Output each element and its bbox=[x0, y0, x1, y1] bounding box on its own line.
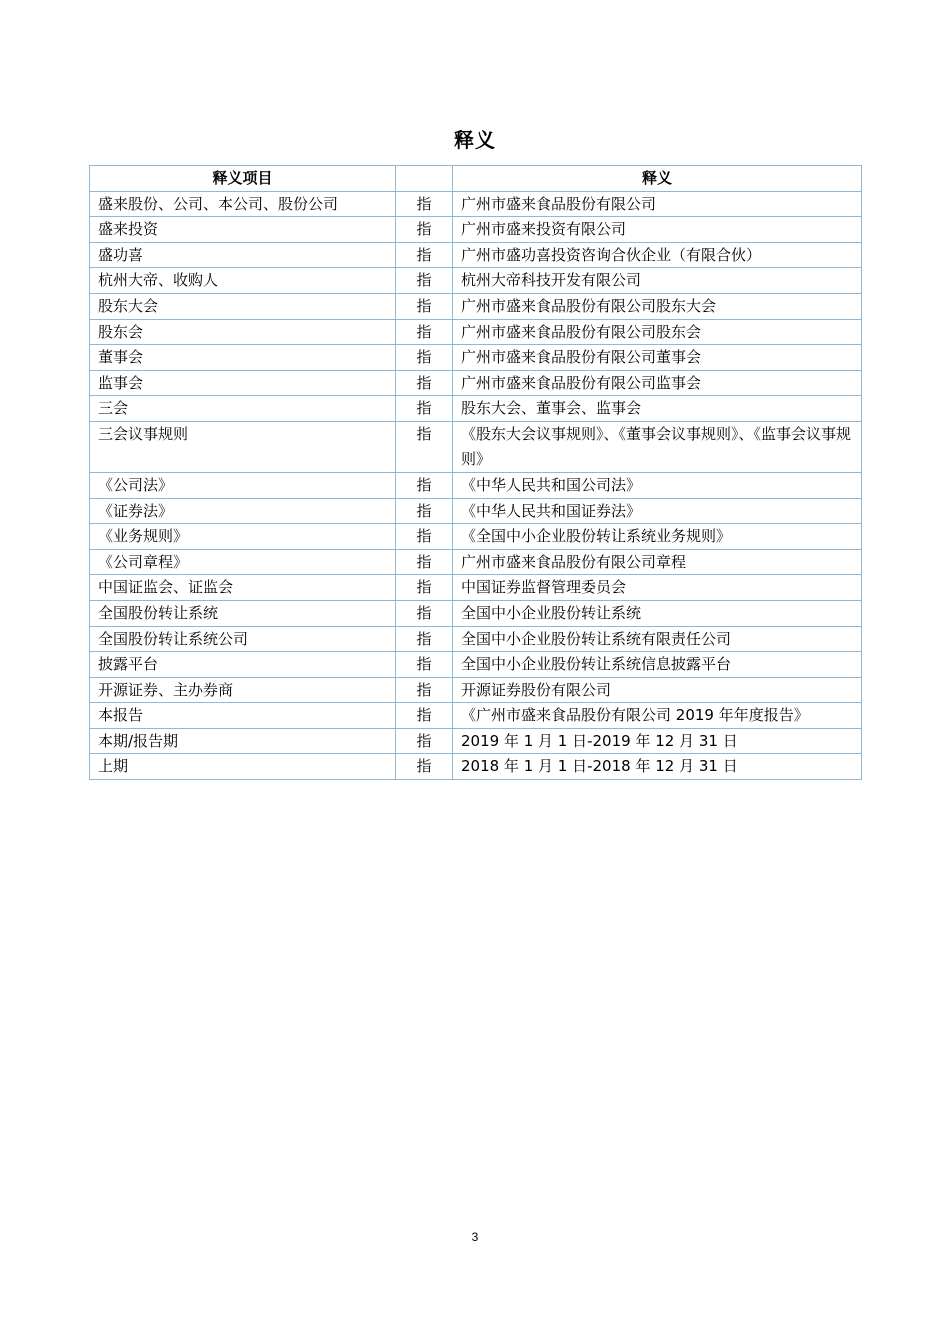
definition-cell: 中国证券监督管理委员会 bbox=[453, 575, 862, 601]
table-row bbox=[90, 421, 862, 472]
definition-cell: 《中华人民共和国公司法》 bbox=[453, 472, 862, 498]
definition-cell: 全国中小企业股份转让系统有限责任公司 bbox=[453, 626, 862, 652]
definition-cell: 广州市盛来投资有限公司 bbox=[453, 217, 862, 243]
definition-cell: 杭州大帝科技开发有限公司 bbox=[453, 268, 862, 294]
term-cell: 本期/报告期 bbox=[90, 728, 396, 754]
term-cell: 三会议事规则 bbox=[90, 421, 396, 472]
table-row bbox=[90, 600, 862, 626]
term-cell: 盛功喜 bbox=[90, 242, 396, 268]
definition-cell: 广州市盛来食品股份有限公司股东会 bbox=[453, 319, 862, 345]
header-pointer bbox=[396, 166, 453, 192]
term-cell: 上期 bbox=[90, 754, 396, 780]
pointer-cell: 指 bbox=[396, 345, 453, 371]
definition-cell: 广州市盛来食品股份有限公司监事会 bbox=[453, 370, 862, 396]
pointer-cell: 指 bbox=[396, 703, 453, 729]
pointer-cell: 指 bbox=[396, 268, 453, 294]
term-cell: 《业务规则》 bbox=[90, 524, 396, 550]
pointer-cell: 指 bbox=[396, 524, 453, 550]
pointer-cell: 指 bbox=[396, 652, 453, 678]
table-row bbox=[90, 626, 862, 652]
definition-cell: 广州市盛来食品股份有限公司 bbox=[453, 191, 862, 217]
pointer-cell: 指 bbox=[396, 575, 453, 601]
term-cell: 本报告 bbox=[90, 703, 396, 729]
table-row bbox=[90, 345, 862, 371]
table-row bbox=[90, 268, 862, 294]
definitions-table bbox=[89, 165, 862, 780]
table-row bbox=[90, 703, 862, 729]
term-cell: 《证券法》 bbox=[90, 498, 396, 524]
term-cell: 盛来投资 bbox=[90, 217, 396, 243]
term-cell: 股东会 bbox=[90, 319, 396, 345]
definition-cell: 全国中小企业股份转让系统信息披露平台 bbox=[453, 652, 862, 678]
term-cell: 《公司法》 bbox=[90, 472, 396, 498]
pointer-cell: 指 bbox=[396, 370, 453, 396]
page-title: 释义 bbox=[454, 128, 496, 152]
pointer-cell: 指 bbox=[396, 293, 453, 319]
table-row bbox=[90, 652, 862, 678]
pointer-cell: 指 bbox=[396, 728, 453, 754]
term-cell: 三会 bbox=[90, 396, 396, 422]
definition-cell: 《股东大会议事规则》、《董事会议事规则》、《监事会议事规则》 bbox=[453, 421, 862, 472]
table-row bbox=[90, 370, 862, 396]
definition-cell: 《全国中小企业股份转让系统业务规则》 bbox=[453, 524, 862, 550]
definition-cell: 广州市盛功喜投资咨询合伙企业（有限合伙） bbox=[453, 242, 862, 268]
table-row bbox=[90, 498, 862, 524]
pointer-cell: 指 bbox=[396, 396, 453, 422]
pointer-cell: 指 bbox=[396, 626, 453, 652]
term-cell: 全国股份转让系统 bbox=[90, 600, 396, 626]
pointer-cell: 指 bbox=[396, 217, 453, 243]
table-row bbox=[90, 319, 862, 345]
table-row bbox=[90, 677, 862, 703]
definition-cell: 《广州市盛来食品股份有限公司 2019 年年度报告》 bbox=[453, 703, 862, 729]
term-cell: 股东大会 bbox=[90, 293, 396, 319]
table-row bbox=[90, 575, 862, 601]
table-row bbox=[90, 293, 862, 319]
pointer-cell: 指 bbox=[396, 754, 453, 780]
table-row bbox=[90, 549, 862, 575]
definition-cell: 广州市盛来食品股份有限公司章程 bbox=[453, 549, 862, 575]
term-cell: 董事会 bbox=[90, 345, 396, 371]
pointer-cell: 指 bbox=[396, 472, 453, 498]
definition-cell: 《中华人民共和国证券法》 bbox=[453, 498, 862, 524]
table-row bbox=[90, 191, 862, 217]
header-term: 释义项目 bbox=[90, 166, 396, 192]
definition-cell: 广州市盛来食品股份有限公司董事会 bbox=[453, 345, 862, 371]
table-row bbox=[90, 472, 862, 498]
table-header-row bbox=[90, 166, 862, 192]
term-cell: 《公司章程》 bbox=[90, 549, 396, 575]
definition-cell: 2018 年 1 月 1 日-2018 年 12 月 31 日 bbox=[453, 754, 862, 780]
pointer-cell: 指 bbox=[396, 191, 453, 217]
term-cell: 开源证券、主办券商 bbox=[90, 677, 396, 703]
pointer-cell: 指 bbox=[396, 421, 453, 472]
definition-cell: 开源证券股份有限公司 bbox=[453, 677, 862, 703]
table-row bbox=[90, 217, 862, 243]
definition-cell: 全国中小企业股份转让系统 bbox=[453, 600, 862, 626]
table-row bbox=[90, 728, 862, 754]
pointer-cell: 指 bbox=[396, 242, 453, 268]
table-row bbox=[90, 396, 862, 422]
header-definition: 释义 bbox=[453, 166, 862, 192]
term-cell: 披露平台 bbox=[90, 652, 396, 678]
pointer-cell: 指 bbox=[396, 319, 453, 345]
page-number: 3 bbox=[471, 1230, 479, 1244]
definition-cell: 股东大会、董事会、监事会 bbox=[453, 396, 862, 422]
term-cell: 全国股份转让系统公司 bbox=[90, 626, 396, 652]
pointer-cell: 指 bbox=[396, 677, 453, 703]
term-cell: 杭州大帝、收购人 bbox=[90, 268, 396, 294]
table-row bbox=[90, 242, 862, 268]
table-row bbox=[90, 524, 862, 550]
term-cell: 盛来股份、公司、本公司、股份公司 bbox=[90, 191, 396, 217]
definition-cell: 2019 年 1 月 1 日-2019 年 12 月 31 日 bbox=[453, 728, 862, 754]
definition-cell: 广州市盛来食品股份有限公司股东大会 bbox=[453, 293, 862, 319]
pointer-cell: 指 bbox=[396, 549, 453, 575]
term-cell: 中国证监会、证监会 bbox=[90, 575, 396, 601]
pointer-cell: 指 bbox=[396, 498, 453, 524]
pointer-cell: 指 bbox=[396, 600, 453, 626]
table-row bbox=[90, 754, 862, 780]
term-cell: 监事会 bbox=[90, 370, 396, 396]
